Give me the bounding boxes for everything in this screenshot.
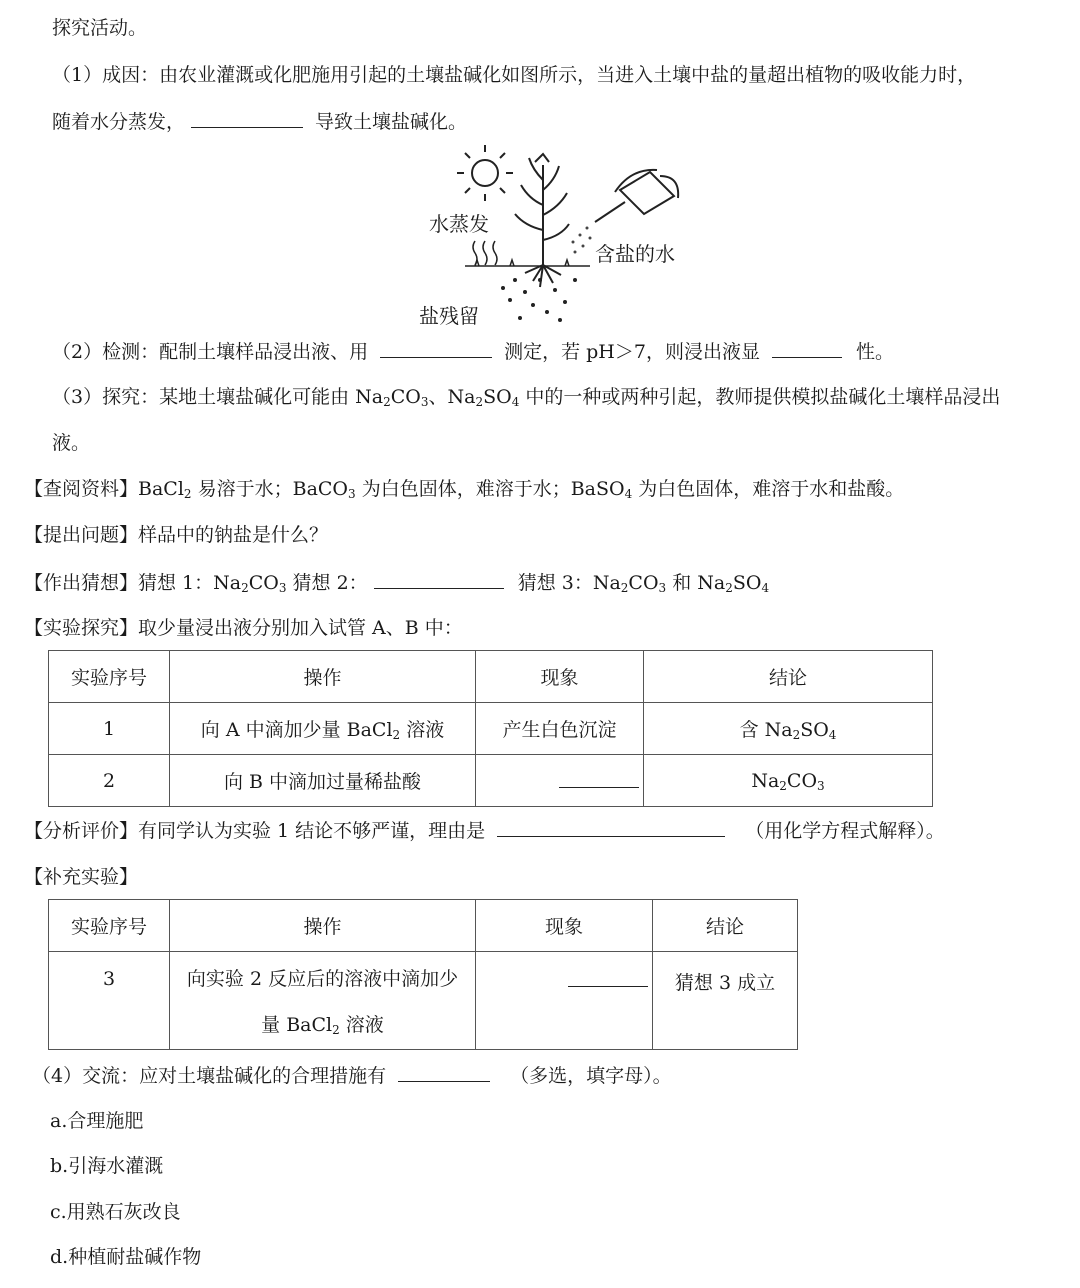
salt-residue-dots (501, 278, 577, 322)
water-drops (572, 227, 592, 254)
row1-conclusion: 含 $Na_2SO_4$ (644, 703, 933, 755)
label-salt-residue: 盐残留 (419, 304, 479, 328)
q3-line2: 液。 (52, 432, 91, 454)
table-row (49, 952, 798, 1050)
label-salt-water: 含盐的水 (595, 242, 675, 266)
intro-text: 探究活动。 (52, 17, 148, 39)
row2-phenomenon-blank[interactable] (559, 769, 639, 788)
analysis-line: 【分析评价】有同学认为实验 1 结论不够严谨，理由是 （用化学方程式解释）。 (24, 816, 945, 845)
label-evaporation: 水蒸发 (429, 212, 489, 236)
row3-conclusion: 猜想 3 成立 (653, 952, 798, 1050)
plant-icon (515, 154, 569, 287)
header-phenomenon: 现象 (476, 651, 644, 703)
row2-no: 2 (49, 755, 170, 807)
experiment-table (48, 650, 933, 807)
q1-text-after: 导致土壤盐碱化。 (315, 111, 468, 133)
q2-property-blank[interactable] (772, 337, 842, 358)
q1-text-before: 随着水分蒸发， (52, 111, 186, 133)
row3-phenomenon (476, 952, 653, 1050)
q2-line (52, 337, 894, 366)
table-row (49, 703, 933, 755)
table-header-row (49, 651, 933, 703)
option-a: a.合理施肥 (50, 1110, 144, 1132)
q2-text-after: 性。 (855, 341, 894, 363)
header-phenomenon: 现象 (476, 900, 653, 952)
q4-answer-blank[interactable] (398, 1061, 490, 1082)
header-conclusion: 结论 (644, 651, 933, 703)
header-operation: 操作 (170, 900, 476, 952)
watering-can-icon (595, 170, 678, 222)
header-conclusion: 结论 (653, 900, 798, 952)
analysis-equation-blank[interactable] (497, 816, 725, 837)
q1-answer-blank[interactable] (191, 107, 303, 128)
row1-no: 1 (49, 703, 170, 755)
row2-conclusion: $Na_2CO_3$ (644, 755, 933, 807)
q1-line2 (52, 107, 467, 136)
ground-line (465, 260, 590, 266)
q2-text-before: （2）检测：配制土壤样品浸出液、用 (52, 341, 369, 363)
row3-phenomenon-blank[interactable] (568, 968, 648, 987)
q2-tool-blank[interactable] (380, 337, 492, 358)
reference-line: 【查阅资料】BaCl$_2$ 易溶于水；BaCO$_3$ 为白色固体，难溶于水；BaSO$_4$ 为白色固体，难溶于水和盐酸。 (24, 478, 905, 501)
soil-salinization-figure (415, 140, 695, 330)
header-no: 实验序号 (49, 900, 170, 952)
hypothesis-line: 【作出猜想】猜想 1：$Na_2CO_3$ 猜想 2： 猜想 3：$Na_2CO_3$ 和 $Na_2SO_4$ (24, 568, 769, 597)
experiment-line: 【实验探究】取少量浸出液分别加入试管 A、B 中： (24, 617, 463, 639)
row2-operation: 向 B 中滴加过量稀盐酸 (170, 755, 476, 807)
supplement-line: 【补充实验】 (24, 866, 139, 888)
header-operation: 操作 (170, 651, 476, 703)
q3-line1: （3）探究：某地土壤盐碱化可能由 $Na_2CO_3$、$Na_2SO_4$ 中的一种或两种引起，教师提供模拟盐碱化土壤样品浸出 (52, 386, 1001, 409)
row1-phenomenon: 产生白色沉淀 (476, 703, 644, 755)
option-d: d.种植耐盐碱作物 (50, 1246, 202, 1268)
question-line: 【提出问题】样品中的钠盐是什么？ (24, 524, 329, 546)
hypothesis2-blank[interactable] (374, 568, 504, 589)
option-c: c.用熟石灰改良 (50, 1201, 181, 1223)
supplement-table (48, 899, 798, 1050)
row2-phenomenon (476, 755, 644, 807)
header-no: 实验序号 (49, 651, 170, 703)
row1-operation: 向 A 中滴加少量 BaCl$_2$ 溶液 (170, 703, 476, 755)
q1-line1: （1）成因：由农业灌溉或化肥施用引起的土壤盐碱化如图所示，当进入土壤中盐的量超出植物的吸收能力时， (52, 64, 977, 86)
table-header-row (49, 900, 798, 952)
q4-line: （4）交流：应对土壤盐碱化的合理措施有 （多选，填字母）。 (32, 1061, 672, 1090)
q2-text-middle: 测定，若 pH＞7，则浸出液显 (504, 341, 760, 363)
table-row (49, 755, 933, 807)
row3-no: 3 (49, 952, 170, 1050)
row3-operation: 向实验 2 反应后的溶液中滴加少 量 BaCl$_2$ 溶液 (170, 952, 476, 1050)
option-b: b.引海水灌溉 (50, 1155, 164, 1177)
sun-icon (457, 145, 513, 201)
